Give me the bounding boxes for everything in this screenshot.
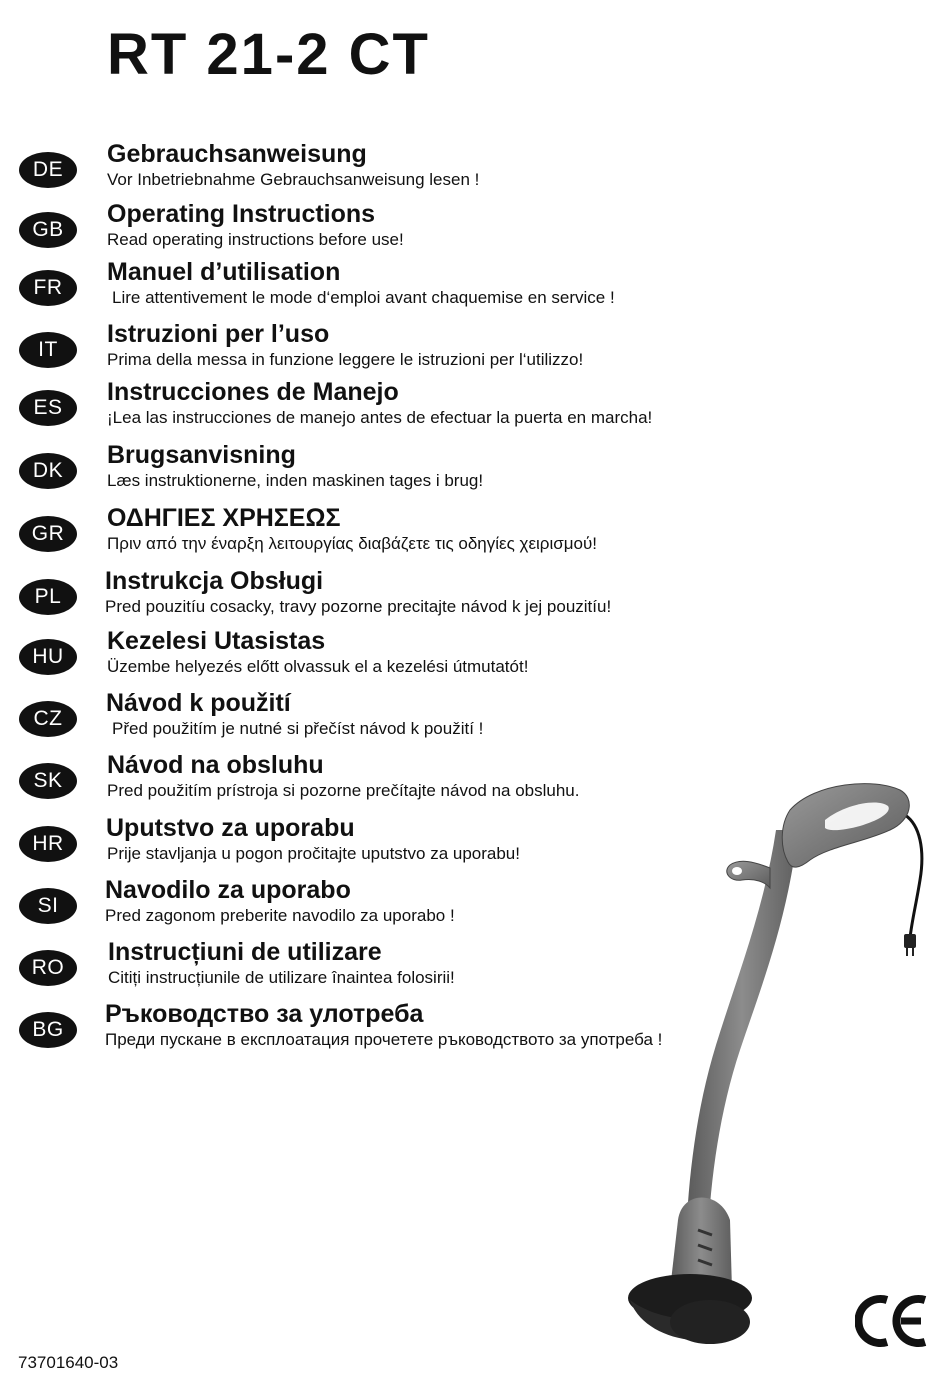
language-subtitle: Πριν από την έναρξη λειτουργίας διαβάζετε τις οδηγίες χειρισμού! xyxy=(107,534,598,553)
ce-mark-icon xyxy=(855,1292,931,1350)
language-entry-gr xyxy=(0,504,720,568)
grass-trimmer-image xyxy=(620,770,940,1360)
language-badge: RO xyxy=(19,950,77,986)
language-entry-it xyxy=(0,320,720,384)
language-subtitle: Citiți instrucțiunile de utilizare înaintea folosirii! xyxy=(108,968,455,987)
language-badge: DE xyxy=(19,152,77,188)
language-entry-si xyxy=(0,876,720,940)
language-entry-cz xyxy=(0,689,720,753)
language-badge: GR xyxy=(19,516,77,552)
language-subtitle: Преди пускане в експлоатация прочетете ръководството за употреба ! xyxy=(105,1030,663,1049)
language-title: Návod k použití xyxy=(106,689,291,717)
language-subtitle: Lire attentivement le mode d‘emploi avant chaquemise en service ! xyxy=(112,288,615,307)
language-entry-dk xyxy=(0,441,720,505)
language-title: Návod na obsluhu xyxy=(107,751,324,779)
language-entry-hr xyxy=(0,814,720,878)
language-badge: DK xyxy=(19,453,77,489)
language-badge: FR xyxy=(19,270,77,306)
language-badge: CZ xyxy=(19,701,77,737)
language-entry-hu xyxy=(0,627,720,691)
language-badge: SK xyxy=(19,763,77,799)
language-title: Instrucțiuni de utilizare xyxy=(108,938,382,966)
language-badge: GB xyxy=(19,212,77,248)
language-entry-bg xyxy=(0,1000,720,1064)
language-title: Gebrauchsanweisung xyxy=(107,140,367,168)
language-badge: ES xyxy=(19,390,77,426)
language-entry-pl xyxy=(0,567,720,631)
language-title: Ръководство за улотреба xyxy=(105,1000,424,1028)
language-title: Kezelesi Utasistas xyxy=(107,627,326,655)
language-subtitle: Læs instruktionerne, inden maskinen tages i brug! xyxy=(107,471,484,490)
language-title: Uputstvo za uporabu xyxy=(106,814,355,842)
language-subtitle: Před použitím je nutné si přečíst návod k použití ! xyxy=(112,719,484,738)
language-badge: PL xyxy=(19,579,77,615)
language-title: Navodilo za uporabo xyxy=(105,876,351,904)
language-title: Brugsanvisning xyxy=(107,441,296,469)
language-subtitle: Üzembe helyezés előtt olvassuk el a kezelési útmutatót! xyxy=(107,657,529,676)
language-title: Instrukcja Obsługi xyxy=(105,567,324,595)
language-badge: SI xyxy=(19,888,77,924)
language-entry-gb xyxy=(0,200,720,264)
language-title: Manuel d’utilisation xyxy=(107,258,341,286)
language-title: Operating Instructions xyxy=(107,200,376,228)
language-entry-de xyxy=(0,140,720,204)
language-badge: HU xyxy=(19,639,77,675)
language-entry-ro xyxy=(0,938,720,1002)
language-entry-es xyxy=(0,378,720,442)
language-entry-sk xyxy=(0,751,720,815)
language-subtitle: Read operating instructions before use! xyxy=(107,230,404,249)
language-badge: BG xyxy=(19,1012,77,1048)
language-subtitle: Pred pouzitíu cosacky, travy pozorne precitajte návod k jej pouzitíu! xyxy=(105,597,612,616)
document-title: RT 21-2 CT xyxy=(107,22,430,87)
language-title: ΟΔΗΓΙΕΣ ΧΡΗΣΕΩΣ xyxy=(107,504,341,532)
language-subtitle: Pred zagonom preberite navodilo za uporabo ! xyxy=(105,906,455,925)
language-entry-fr xyxy=(0,258,720,322)
language-subtitle: Pred použitím prístroja si pozorne prečítajte návod na obsluhu. xyxy=(107,781,580,800)
language-subtitle: Vor Inbetriebnahme Gebrauchsanweisung lesen ! xyxy=(107,170,480,189)
language-subtitle: Prima della messa in funzione leggere le istruzioni per l‘utilizzo! xyxy=(107,350,584,369)
document-code: 73701640-03 xyxy=(18,1353,119,1372)
language-badge: HR xyxy=(19,826,77,862)
language-subtitle: ¡Lea las instrucciones de manejo antes de efectuar la puerta en marcha! xyxy=(107,408,653,427)
language-subtitle: Prije stavljanja u pogon pročitajte uputstvo za uporabu! xyxy=(107,844,520,863)
language-title: Istruzioni per l’uso xyxy=(107,320,330,348)
language-badge: IT xyxy=(19,332,77,368)
language-title: Instrucciones de Manejo xyxy=(107,378,399,406)
